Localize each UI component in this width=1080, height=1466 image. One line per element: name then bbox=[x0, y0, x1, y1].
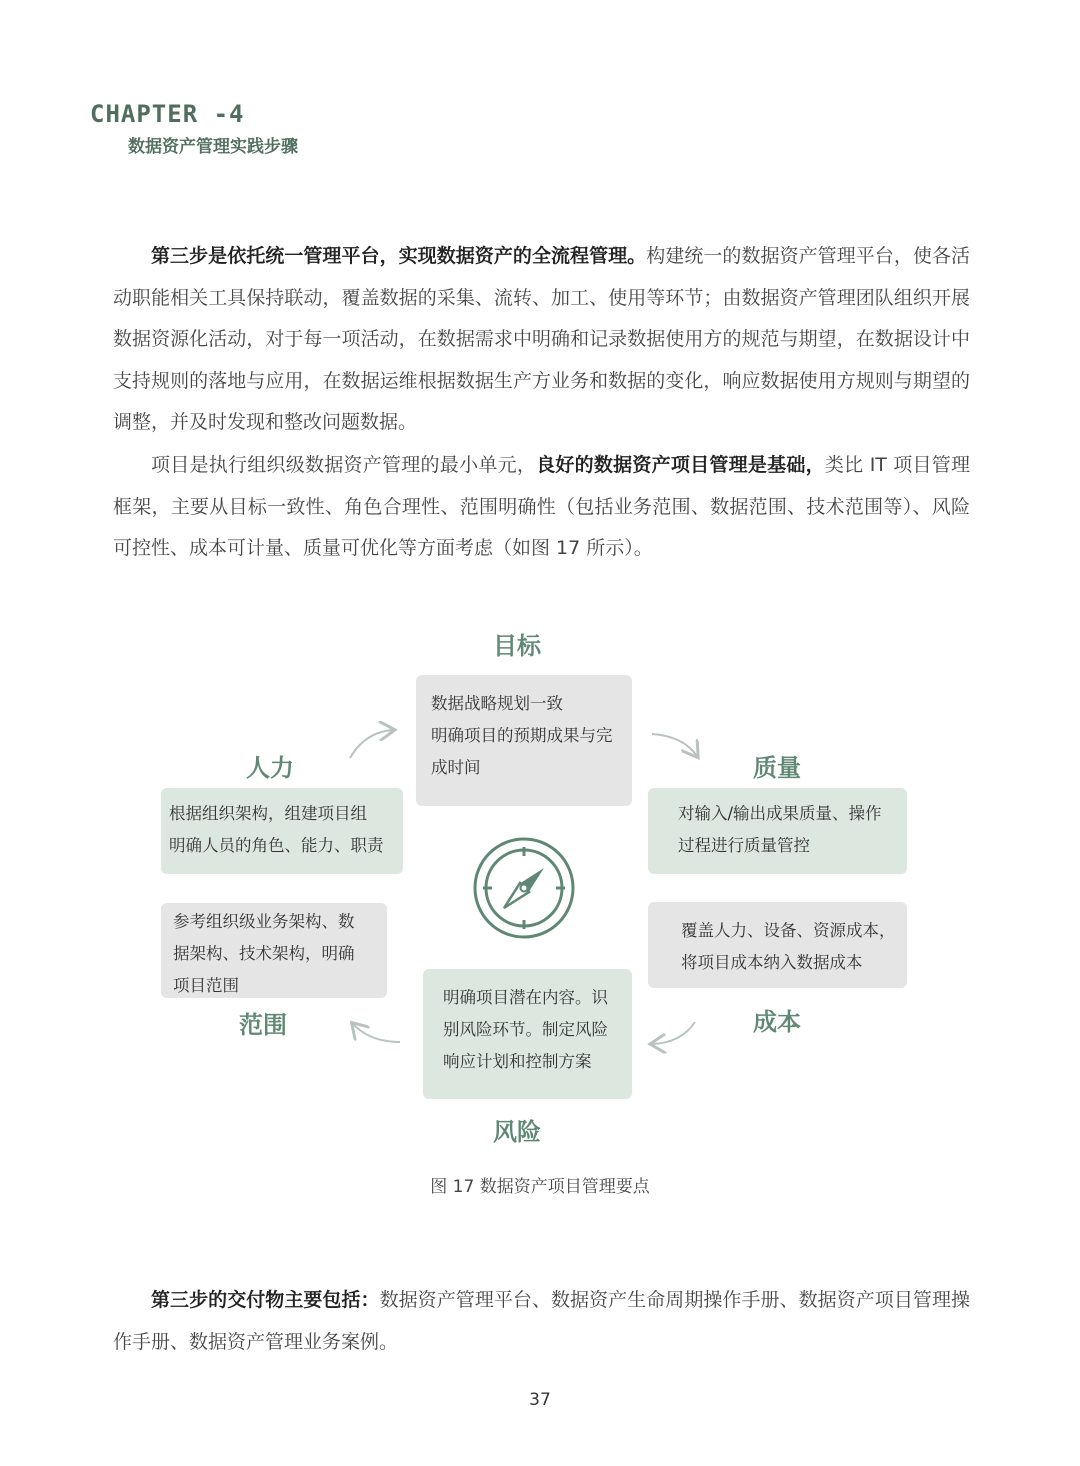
box-risk-line: 别风险环节。制定风险 bbox=[443, 1020, 608, 1039]
chapter-subtitle: 数据资产管理实践步骤 bbox=[128, 137, 298, 157]
box-quality bbox=[648, 788, 907, 874]
arrow-people-to-goal bbox=[350, 730, 393, 758]
paragraph-project bbox=[113, 445, 970, 570]
box-cost-line: 将项目成本纳入数据成本 bbox=[681, 953, 863, 972]
box-scope-line: 项目范围 bbox=[173, 976, 239, 995]
box-risk bbox=[423, 969, 632, 1099]
arrow-risk-to-scope bbox=[353, 1024, 400, 1042]
box-cost-line: 覆盖人力、设备、资源成本， bbox=[681, 921, 896, 940]
arrow-goal-to-quality bbox=[652, 734, 697, 756]
paragraph-deliverables bbox=[113, 1280, 970, 1363]
page-number: 37 bbox=[529, 1390, 551, 1410]
figure-caption: 图 17 数据资产项目管理要点 bbox=[430, 1177, 650, 1197]
project-management-diagram bbox=[0, 600, 1080, 1160]
box-scope bbox=[161, 903, 387, 998]
paragraph-project-bold: 良好的数据资产项目管理是基础， bbox=[536, 454, 825, 476]
label-risk: 风险 bbox=[493, 1118, 541, 1146]
arrow-cost-to-risk bbox=[652, 1022, 695, 1044]
box-goal-line: 数据战略规划一致 bbox=[431, 694, 563, 713]
box-risk-line: 明确项目潜在内容。识 bbox=[443, 988, 608, 1007]
chapter-heading: CHAPTER -4 bbox=[90, 100, 245, 128]
box-quality-line: 对输入/输出成果质量、操作 bbox=[678, 804, 882, 823]
paragraph-step3 bbox=[113, 236, 970, 444]
paragraph-deliverables-bold: 第三步的交付物主要包括： bbox=[151, 1289, 380, 1311]
box-people-line: 明确人员的角色、能力、职责 bbox=[169, 836, 384, 855]
label-cost: 成本 bbox=[753, 1008, 801, 1036]
box-scope-line: 据架构、技术架构，明确 bbox=[173, 944, 355, 963]
label-scope: 范围 bbox=[239, 1011, 287, 1039]
paragraph-project-post: 类比 IT 项目管理框架，主要从目标一致性、角色合理性、范围明确性（包括业务范围、数据范围、技术范围等）、风险可控性、成本可计量、质量可优化等方面考虑（如图 17 所示）。 bbox=[113, 454, 970, 560]
box-goal bbox=[416, 675, 632, 806]
label-goal: 目标 bbox=[493, 632, 541, 660]
paragraph-deliverables-text: 数据资产管理平台、数据资产生命周期操作手册、数据资产项目管理操作手册、数据资产管理业务案例。 bbox=[113, 1289, 970, 1353]
paragraph-step3-bold: 第三步是依托统一管理平台，实现数据资产的全流程管理。 bbox=[151, 245, 647, 267]
box-cost bbox=[648, 902, 907, 988]
label-quality: 质量 bbox=[753, 754, 801, 782]
compass-icon bbox=[471, 835, 577, 941]
box-risk-line: 响应计划和控制方案 bbox=[443, 1052, 592, 1071]
box-quality-line: 过程进行质量管控 bbox=[678, 836, 810, 855]
box-people bbox=[161, 788, 403, 874]
paragraph-step3-text: 构建统一的数据资产管理平台，使各活动职能相关工具保持联动，覆盖数据的采集、流转、加工、使用等环节；由数据资产管理团队组织开展数据资源化活动，对于每一项活动，在数据需求中明确和记录数据使用方的规范与期望，在数据设计中支持规则的落地与应用，在数据运维根据数据生产方业务和数据的变化，响应数据使用方规则与期望的调整，并及时发现和整改问题数据。 bbox=[113, 245, 970, 434]
paragraph-project-pre: 项目是执行组织级数据资产管理的最小单元， bbox=[151, 454, 537, 476]
box-goal-line: 成时间 bbox=[431, 758, 481, 777]
box-scope-line: 参考组织级业务架构、数 bbox=[173, 912, 355, 931]
box-goal-line: 明确项目的预期成果与完 bbox=[431, 726, 613, 745]
box-people-line: 根据组织架构，组建项目组 bbox=[169, 804, 367, 823]
label-people: 人力 bbox=[246, 754, 294, 782]
